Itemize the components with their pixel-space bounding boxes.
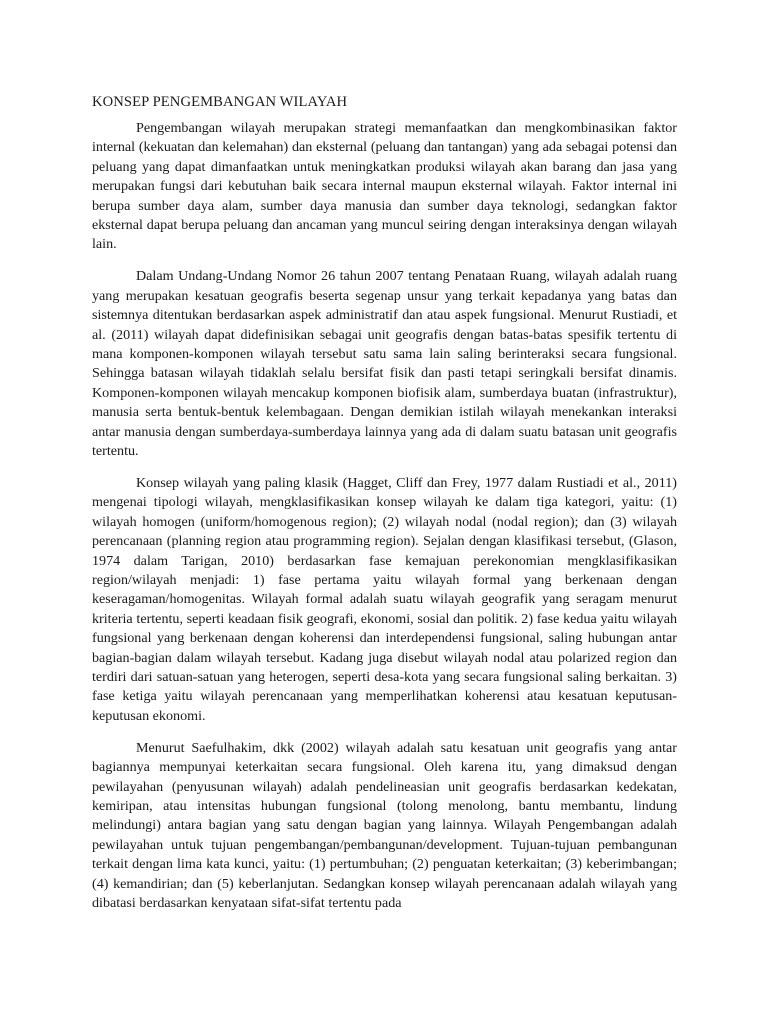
document-title: KONSEP PENGEMBANGAN WILAYAH (92, 94, 348, 110)
paragraph-3: Konsep wilayah yang paling klasik (Hagget, Cliff dan Frey, 1977 dalam Rustiadi et al., 2011) mengenai tipologi wilayah, mengklasifikasikan konsep wilayah ke dalam tiga kategori, yaitu: (1) wilayah homogen (uniform/homogenous region); (2) wilayah nodal (nodal region); dan (3) wilayah perencanaan (planning region atau programming region). Sejalan dengan klasifikasi tersebut, (Glason, 1974 dalam Tarigan, 2010) berdasarkan fase kemajuan perekonomian mengklasifikasikan region/wilayah menjadi: 1) fase pertama yaitu wilayah formal yang berkenaan dengan keseragaman/homogenitas. Wilayah formal adalah suatu wilayah geografik yang seragam menurut kriteria tertentu, seperti keadaan fisik geografi, ekonomi, sosial dan politik. 2) fase kedua yaitu wilayah fungsional yang berkenaan dengan koherensi dan interdependensi fungsional, saling hubungan antar bagian-bagian dalam wilayah tersebut. Kadang juga disebut wilayah nodal atau polarized region dan terdiri dari satuan-satuan yang heterogen, seperti desa-kota yang secara fungsional saling berkaitan. 3) fase ketiga yaitu wilayah perencanaan yang memperlihatkan koherensi atau kesatuan keputusan-keputusan ekonomi. (92, 474, 677, 724)
paragraph-4: Menurut Saefulhakim, dkk (2002) wilayah adalah satu kesatuan unit geografis yang antar bagiannya mempunyai keterkaitan secara fungsional. Oleh karena itu, yang dimaksud dengan pewilayahan (penyusunan wilayah) adalah pendelineasian unit geografis berdasarkan kedekatan, kemiripan, atau intensitas hubungan fungsional (tolong menolong, bantu membantu, lindung melindungi) antara bagian yang satu dengan bagian yang lainnya. Wilayah Pengembangan adalah pewilayahan untuk tujuan pengembangan/pembangunan/development. Tujuan-tujuan pembangunan terkait dengan lima kata kunci, yaitu: (1) pertumbuhan; (2) penguatan keterkaitan; (3) keberimbangan; (4) kemandirian; dan (5) keberlanjutan. Sedangkan konsep wilayah perencanaan adalah wilayah yang dibatasi berdasarkan kenyataan sifat-sifat tertentu pada (92, 739, 677, 911)
paragraph-2: Dalam Undang-Undang Nomor 26 tahun 2007 tentang Penataan Ruang, wilayah adalah ruang yang merupakan kesatuan geografis beserta segenap unsur yang terkait kepadanya yang batas dan sistemnya ditentukan berdasarkan aspek administratif dan atau aspek fungsional. Menurut Rustiadi, et al. (2011) wilayah dapat didefinisikan sebagai unit geografis dengan batas-batas spesifik tertentu di mana komponen-komponen wilayah tersebut satu sama lain saling berinteraksi secara fungsional. Sehingga batasan wilayah tidaklah selalu bersifat fisik dan pasti tetapi seringkali bersifat dinamis. Komponen-komponen wilayah mencakup komponen biofisik alam, sumberdaya buatan (infrastruktur), manusia serta bentuk-bentuk kelembagaan. Dengan demikian istilah wilayah menekankan interaksi antar manusia dengan sumberdaya-sumberdaya lainnya yang ada di dalam suatu batasan unit geografis tertentu. (92, 268, 677, 459)
paragraph-1: Pengembangan wilayah merupakan strategi memanfaatkan dan mengkombinasikan faktor internal (kekuatan dan kelemahan) dan eksternal (peluang dan tantangan) yang ada sebagai potensi dan peluang yang dapat dimanfaatkan untuk meningkatkan produksi wilayah akan barang dan jasa yang merupakan fungsi dari kebutuhan baik secara internal maupun eksternal wilayah. Faktor internal ini berupa sumber daya alam, sumber daya manusia dan sumber daya teknologi, sedangkan faktor eksternal dapat berupa peluang dan ancaman yang muncul seiring dengan interaksinya dengan wilayah lain. (92, 120, 677, 253)
